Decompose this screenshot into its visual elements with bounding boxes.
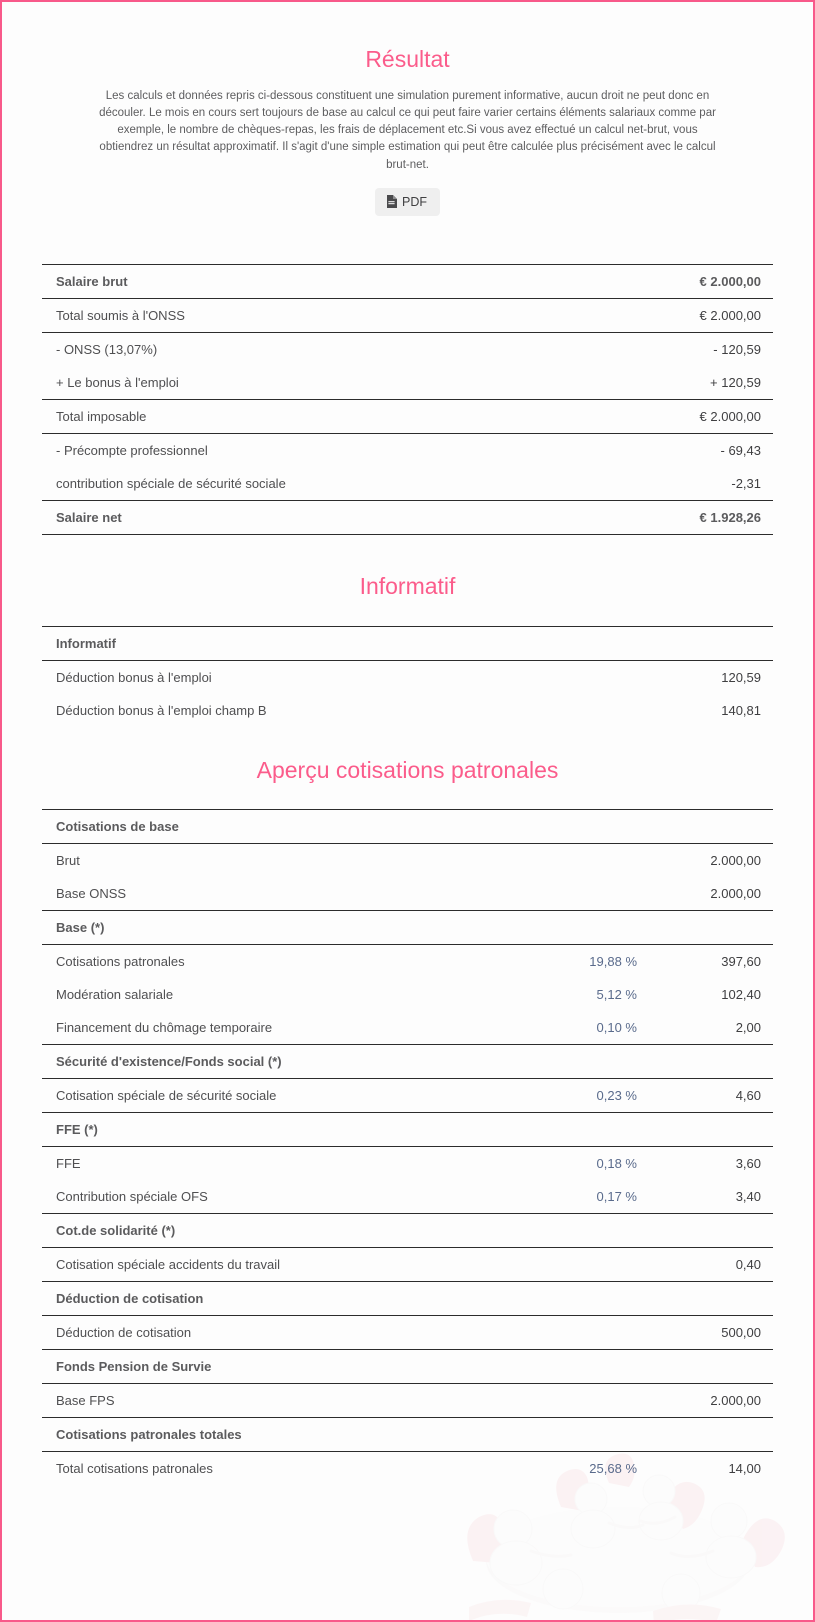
row-percentage <box>545 877 655 911</box>
row-value <box>655 627 773 661</box>
table-row <box>42 844 773 878</box>
row-label: contribution spéciale de sécurité sociale <box>42 467 655 501</box>
row-label: Salaire net <box>42 500 655 534</box>
informatif-table-body <box>42 627 773 728</box>
table-row <box>42 1316 773 1350</box>
row-percentage: 5,12 % <box>596 987 637 1003</box>
table-row <box>42 810 773 844</box>
table-row <box>42 1452 773 1486</box>
page-title: Résultat <box>365 46 450 72</box>
row-value: 4,60 <box>655 1079 773 1113</box>
table-row <box>42 366 773 400</box>
row-label: Modération salariale <box>56 987 174 1003</box>
row-percentage <box>545 1113 655 1147</box>
row-value: € 1.928,26 <box>655 500 773 534</box>
row-label: Brut <box>56 853 80 869</box>
row-value: + 120,59 <box>655 366 773 400</box>
table-row <box>42 1180 773 1214</box>
pdf-button-wrap <box>42 188 773 216</box>
row-value <box>655 1045 773 1079</box>
download-pdf-button[interactable] <box>375 188 440 216</box>
table-row <box>42 694 773 727</box>
table-row <box>42 1214 773 1248</box>
row-label: Base FPS <box>42 1384 545 1418</box>
row-percentage <box>545 1418 655 1452</box>
row-label: + Le bonus à l'emploi <box>42 366 655 400</box>
table-row <box>42 1248 773 1282</box>
row-label: Salaire brut <box>42 264 655 298</box>
disclaimer-text: Les calculs et données repris ci-dessous constituent une simulation purement informative, aucun droit ne peut donc en découler. Le mois en cours sert toujours de base au calcul ce qui peut faire varier certains éléments salariaux comme par exemple, le nombre de chèques-repas, les frais de déplacement etc.Si vous avez effectué un calcul net-brut, vous obtiendrez un résultat approximatif. Il s'agit d'une simple estimation qui peut être calculée plus précisément avec le calcul brut-net. <box>99 89 716 171</box>
row-label: Total soumis à l'ONSS <box>42 298 655 332</box>
row-label: Base (*) <box>42 911 545 945</box>
table-row <box>42 911 773 945</box>
table-row <box>42 1147 773 1181</box>
table-row <box>42 433 773 467</box>
row-value: -2,31 <box>655 467 773 501</box>
apercu-table-body <box>42 810 773 1486</box>
row-label: FFE <box>56 1156 81 1172</box>
row-percentage: 0,18 % <box>596 1156 637 1172</box>
row-label: Cotisation spéciale de sécurité sociale <box>42 1079 545 1113</box>
row-value: 397,60 <box>721 954 761 970</box>
row-percentage <box>545 1350 655 1384</box>
row-percentage: 25,68 % <box>589 1461 637 1477</box>
row-label: Déduction de cotisation <box>42 1282 545 1316</box>
row-label: Cot.de solidarité (*) <box>42 1214 545 1248</box>
row-percentage <box>545 810 655 844</box>
informatif-table <box>42 626 773 727</box>
table-row <box>42 661 773 695</box>
table-row <box>42 627 773 661</box>
row-value: 3,60 <box>735 1156 761 1172</box>
apercu-cotisations-table <box>42 809 773 1485</box>
row-value: 0,40 <box>655 1248 773 1282</box>
table-row <box>42 978 773 1011</box>
table-row <box>42 1113 773 1147</box>
row-value: 2,00 <box>655 1011 773 1045</box>
row-percentage: 0,17 % <box>545 1180 655 1214</box>
table-row <box>42 1079 773 1113</box>
table-row <box>42 264 773 298</box>
result-table-body <box>42 264 773 534</box>
row-label: - ONSS (13,07%) <box>42 332 655 366</box>
row-label: Sécurité d'existence/Fonds social (*) <box>42 1045 545 1079</box>
row-label: Financement du chômage temporaire <box>42 1011 545 1045</box>
table-row <box>42 1045 773 1079</box>
row-percentage <box>545 1248 655 1282</box>
table-row <box>42 1282 773 1316</box>
row-value: 2.000,00 <box>710 853 761 869</box>
row-value: 140,81 <box>721 703 761 719</box>
informatif-title: Informatif <box>359 572 456 599</box>
row-value <box>655 1214 773 1248</box>
row-value <box>655 1282 773 1316</box>
row-percentage <box>545 1214 655 1248</box>
row-label: Fonds Pension de Survie <box>42 1350 545 1384</box>
pdf-file-icon <box>386 195 397 208</box>
row-label: Déduction bonus à l'emploi <box>56 670 212 686</box>
row-label: Déduction de cotisation <box>42 1316 545 1350</box>
row-label: Cotisations patronales totales <box>42 1418 545 1452</box>
row-percentage <box>545 844 655 878</box>
row-label: Cotisation spéciale accidents du travail <box>42 1248 545 1282</box>
row-label: Informatif <box>42 627 655 661</box>
row-percentage <box>545 1045 655 1079</box>
row-label: Cotisations patronales <box>56 954 185 970</box>
row-label: Total imposable <box>42 399 655 433</box>
row-value: € 2.000,00 <box>655 264 773 298</box>
row-label: Total cotisations patronales <box>56 1461 213 1477</box>
row-percentage: 0,23 % <box>545 1079 655 1113</box>
row-label: - Précompte professionnel <box>42 433 655 467</box>
row-value: 102,40 <box>721 987 761 1003</box>
row-percentage <box>545 911 655 945</box>
row-value: 3,40 <box>655 1180 773 1214</box>
row-value: € 2.000,00 <box>655 399 773 433</box>
row-value: 14,00 <box>728 1461 761 1477</box>
row-percentage <box>545 1384 655 1418</box>
row-percentage <box>545 1282 655 1316</box>
row-label: Contribution spéciale OFS <box>42 1180 545 1214</box>
row-value: - 120,59 <box>655 332 773 366</box>
row-label: FFE (*) <box>42 1113 545 1147</box>
row-percentage: 0,10 % <box>545 1011 655 1045</box>
table-row <box>42 1350 773 1384</box>
page-content <box>2 2 813 1485</box>
row-value <box>655 1350 773 1384</box>
row-percentage <box>545 1316 655 1350</box>
pdf-button-label: PDF <box>402 194 427 209</box>
table-row <box>42 467 773 501</box>
row-value: € 2.000,00 <box>655 298 773 332</box>
table-row <box>42 332 773 366</box>
table-row <box>42 1384 773 1418</box>
apercu-title: Aperçu cotisations patronales <box>256 757 559 784</box>
row-value <box>655 911 773 945</box>
row-value: 120,59 <box>721 670 761 686</box>
row-percentage: 19,88 % <box>589 954 637 970</box>
row-value: 2.000,00 <box>655 1384 773 1418</box>
row-value <box>655 1113 773 1147</box>
row-value <box>655 810 773 844</box>
table-row <box>42 945 773 979</box>
row-label: Cotisations de base <box>42 810 545 844</box>
row-label: Base ONSS <box>42 877 545 911</box>
table-row <box>42 1418 773 1452</box>
table-row <box>42 500 773 534</box>
table-row <box>42 877 773 911</box>
table-row <box>42 298 773 332</box>
table-row <box>42 1011 773 1045</box>
row-value <box>655 1418 773 1452</box>
row-value: - 69,43 <box>655 433 773 467</box>
row-label: Déduction bonus à l'emploi champ B <box>56 703 267 719</box>
row-value: 2.000,00 <box>655 877 773 911</box>
result-table <box>42 264 773 535</box>
row-value: 500,00 <box>655 1316 773 1350</box>
table-row <box>42 399 773 433</box>
